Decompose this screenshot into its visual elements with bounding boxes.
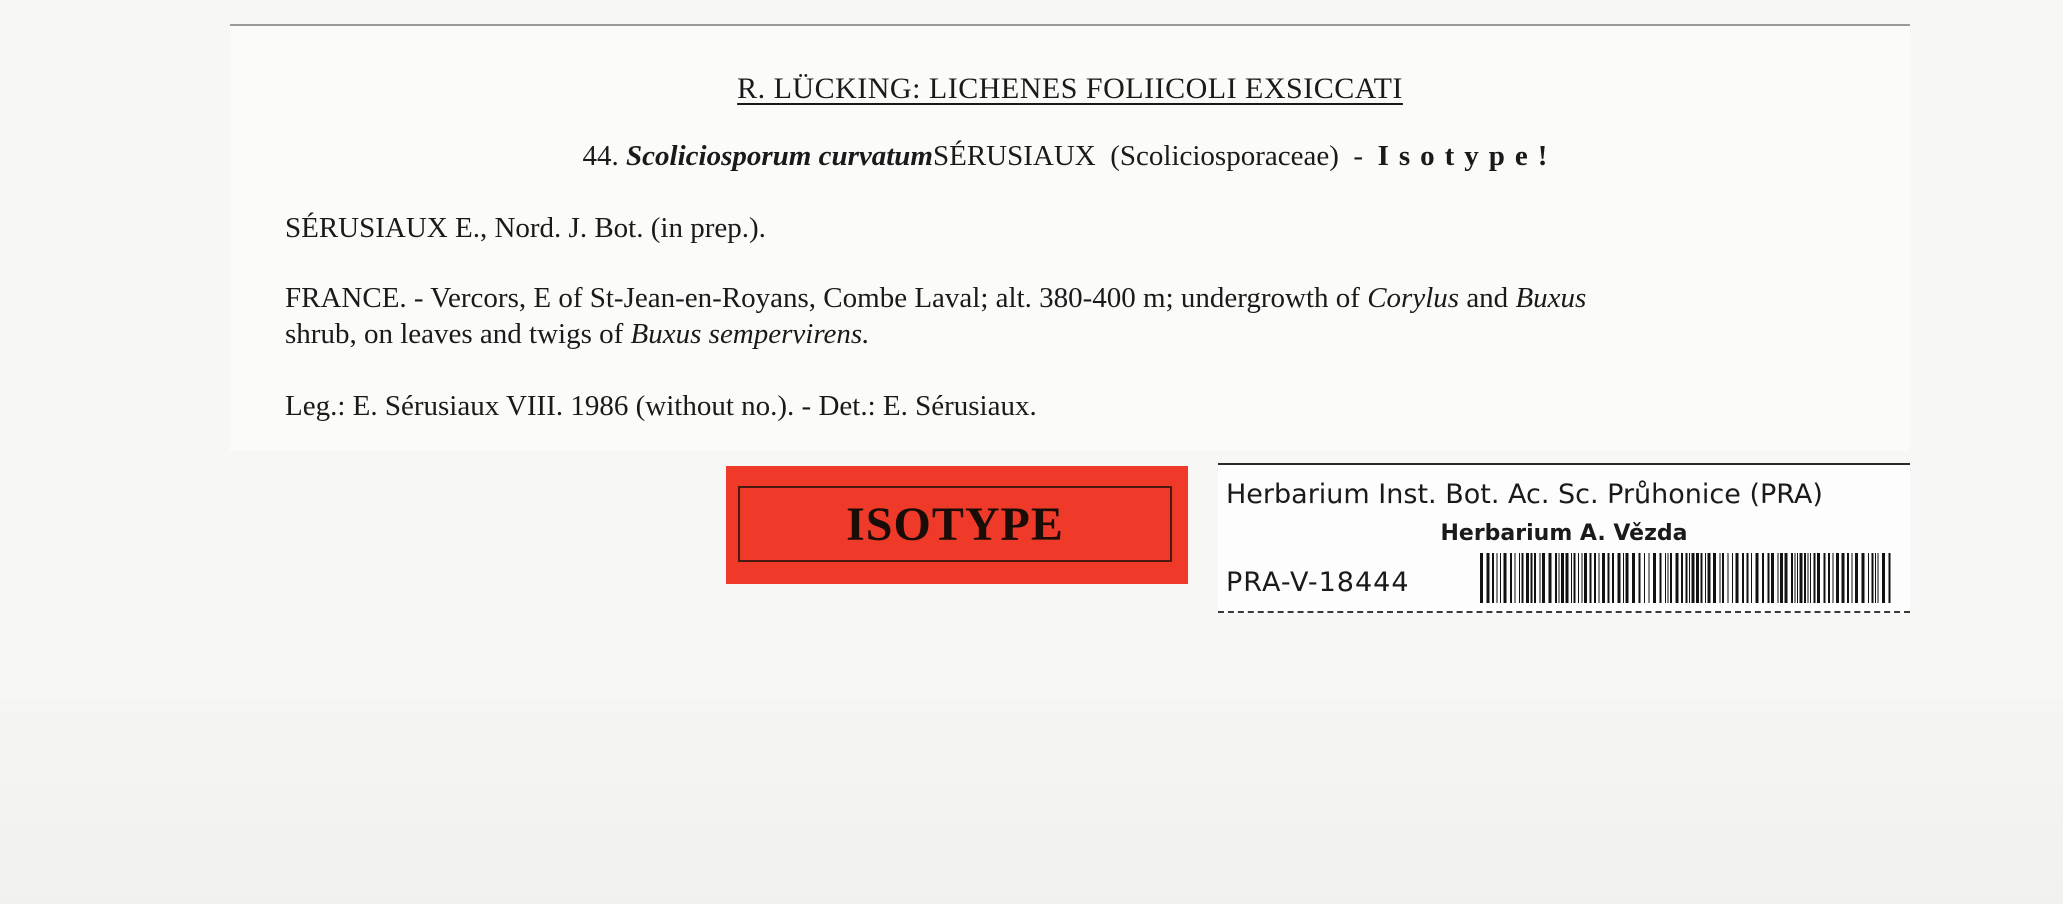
barcode-bar <box>1889 553 1891 603</box>
species-line <box>230 140 1910 173</box>
barcode-bar <box>1808 553 1809 603</box>
barcode-bar <box>1639 553 1641 603</box>
barcode-bar <box>1653 553 1656 603</box>
isotype-stamp-frame <box>738 486 1172 562</box>
barcode-bar <box>1875 553 1876 603</box>
barcode-bar <box>1810 553 1811 603</box>
barcode-bar <box>1817 553 1820 603</box>
barcode-bar <box>1590 553 1592 603</box>
barcode-bar <box>1566 553 1569 603</box>
barcode-bar <box>1713 553 1716 603</box>
barcode-bar <box>1878 553 1879 603</box>
barcode-bar <box>1584 553 1587 603</box>
barcode-bar <box>1480 553 1483 603</box>
barcode-bar <box>1497 553 1498 603</box>
barcode-image <box>1480 553 1896 603</box>
literature-reference: SÉRUSIAUX E., Nord. J. Bot. (in prep.). <box>285 212 766 244</box>
host-species: Buxus sempervirens. <box>630 318 870 350</box>
barcode-bar <box>1599 553 1600 603</box>
barcode-bar <box>1526 553 1529 603</box>
barcode-bar <box>1872 553 1874 603</box>
barcode-bar <box>1842 553 1845 603</box>
species-name: Scoliciosporum curvatum <box>626 140 933 172</box>
separator-dash: - <box>1353 140 1364 172</box>
barcode-bar <box>1692 553 1695 603</box>
barcode-bar <box>1780 553 1783 603</box>
barcode-bar <box>1555 553 1557 603</box>
herbarium-collection: Herbarium A. Vězda <box>1440 521 1688 546</box>
type-status: Isotype! <box>1377 140 1558 172</box>
barcode-bar <box>1747 553 1749 603</box>
species-author: SÉRUSIAUX <box>932 140 1096 172</box>
barcode-bar <box>1540 553 1541 603</box>
exsiccata-number: 44. <box>582 140 619 172</box>
barcode-bar <box>1855 553 1858 603</box>
barcode-bar <box>1736 553 1739 603</box>
barcode-bar <box>1705 553 1706 603</box>
barcode-bar <box>1504 553 1507 603</box>
barcode-bar <box>1612 553 1614 603</box>
barcode-bar <box>1608 553 1610 603</box>
barcode-bar <box>1742 553 1744 603</box>
barcode-bar <box>1828 553 1830 603</box>
herbarium-institution: Herbarium Inst. Bot. Ac. Sc. Průhonice (PRA) <box>1226 479 1823 510</box>
barcode-bar <box>1728 553 1729 603</box>
isotype-stamp <box>726 466 1188 584</box>
barcode-bar <box>1791 553 1793 603</box>
barcode-bar <box>1515 553 1516 603</box>
barcode-bar <box>1649 553 1650 603</box>
barcode-bar <box>1847 553 1849 603</box>
barcode-id: PRA-V-18444 <box>1226 567 1410 598</box>
barcode-bar <box>1804 553 1806 603</box>
barcode-bar <box>1795 553 1796 603</box>
barcode-bar <box>1571 553 1572 603</box>
barcode-bar <box>1824 553 1826 603</box>
barcode-bar <box>1582 553 1583 603</box>
barcode-bar <box>1720 553 1721 603</box>
barcode-bar <box>1836 553 1839 603</box>
barcode-bar <box>1686 553 1688 603</box>
barcode-bar <box>1626 553 1629 603</box>
barcode-bar <box>1800 553 1803 603</box>
barcode-bar <box>1882 553 1885 603</box>
label-top-rule <box>230 24 1910 26</box>
barcode-bar <box>1542 553 1545 603</box>
genus-buxus: Buxus <box>1515 282 1587 314</box>
barcode-bar <box>1574 553 1576 603</box>
barcode-bar <box>1681 553 1683 603</box>
barcode-bar <box>1549 553 1552 603</box>
barcode-bar <box>1768 553 1770 603</box>
barcode-bar <box>1487 553 1490 603</box>
barcode-bar <box>1814 553 1816 603</box>
barcode-bar <box>1785 553 1788 603</box>
barcode-bar <box>1689 553 1690 603</box>
barcode-bar <box>1722 553 1724 603</box>
barcode-bar <box>1632 553 1635 603</box>
barcode-bar <box>1676 553 1679 603</box>
series-title: R. LÜCKING: LICHENES FOLIICOLI EXSICCATI <box>737 72 1403 105</box>
barcode-bar <box>1492 553 1494 603</box>
barcode-bar <box>1602 553 1605 603</box>
barcode-bar <box>1500 553 1501 603</box>
barcode-bar <box>1762 553 1764 603</box>
barcode-bar <box>1522 553 1524 603</box>
barcode-bar <box>1862 553 1865 603</box>
paper-background <box>0 700 2063 904</box>
barcode-bar <box>1618 553 1621 603</box>
barcode-bar <box>1833 553 1834 603</box>
barcode-bar <box>1778 553 1779 603</box>
barcode-bar <box>1732 553 1733 603</box>
barcode-bar <box>1756 553 1759 603</box>
genus-corylus: Corylus <box>1367 282 1460 314</box>
barcode-bar <box>1708 553 1711 603</box>
barcode-bar <box>1660 553 1662 603</box>
barcode-bar <box>1670 553 1672 603</box>
barcode-bar <box>1644 553 1645 603</box>
barcode-bar <box>1668 553 1669 603</box>
barcode-bar <box>1561 553 1564 603</box>
barcode-bar <box>1701 553 1703 603</box>
barcode-bar <box>1594 553 1596 603</box>
collector-determiner: Leg.: E. Sérusiaux VIII. 1986 (without no.). - Det.: E. Sérusiaux. <box>285 390 1037 422</box>
barcode-bar <box>1531 553 1533 603</box>
barcode-bar <box>1751 553 1752 603</box>
barcode-bar <box>1797 553 1798 603</box>
locality-line-1: FRANCE. - Vercors, E of St-Jean-en-Royans, Combe Laval; alt. 380-400 m; undergrowth of Corylus and Buxus <box>285 282 1587 314</box>
barcode-bar <box>1868 553 1869 603</box>
barcode-bar <box>1578 553 1579 603</box>
barcode-bar <box>1771 553 1774 603</box>
isotype-stamp-text: ISOTYPE <box>846 497 1064 551</box>
barcode-bar <box>1559 553 1560 603</box>
barcode-bar <box>1665 553 1666 603</box>
locality-line-2: shrub, on leaves and twigs of Buxus sempervirens. <box>285 318 870 350</box>
barcode-bar <box>1519 553 1520 603</box>
barcode-bar <box>1696 553 1699 603</box>
barcode-bar <box>1852 553 1853 603</box>
barcode-bar <box>1510 553 1512 603</box>
barcode-bar <box>1534 553 1536 603</box>
herbarium-barcode-label <box>1218 463 1910 613</box>
barcode-bar <box>1623 553 1624 603</box>
family-name: (Scoliciosporaceae) <box>1110 140 1339 172</box>
